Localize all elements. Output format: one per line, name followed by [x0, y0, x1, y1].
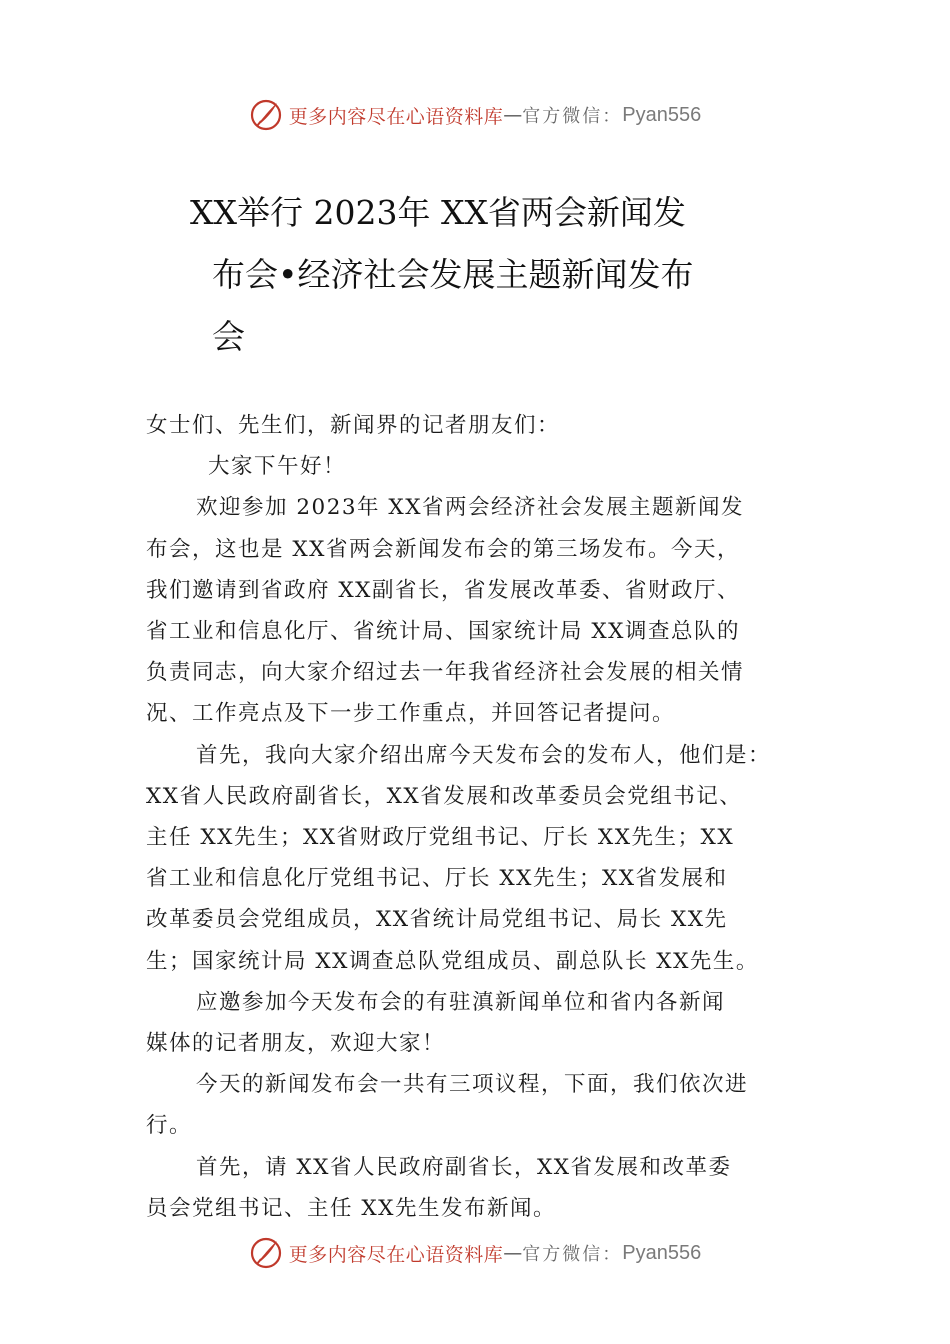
title-line-1: XX举行 2023年 XX省两会新闻发	[190, 193, 686, 232]
paragraph-line: 行。	[146, 1113, 193, 1139]
paragraph-line: 省工业和信息化厅、省统计局、国家统计局 XX调查总队的	[146, 619, 740, 645]
greeting: 大家下午好！	[208, 454, 347, 480]
paragraph-line: 员会党组书记、主任 XX先生发布新闻。	[146, 1195, 556, 1221]
paragraph-line: 我们邀请到省政府 XX副省长，省发展改革委、省财政厅、	[146, 577, 740, 603]
banner-wechat-id: Pyan556	[622, 103, 702, 126]
banner-wechat-id: Pyan556	[622, 1241, 702, 1264]
header-banner	[0, 95, 950, 135]
paragraph-speakers	[146, 735, 816, 982]
paragraph-line: 布会，这也是 XX省两会新闻发布会的第三场发布。今天，	[146, 536, 740, 562]
banner-separator: —	[503, 104, 523, 126]
paragraph-line: 首先，请 XX省人民政府副省长，XX省发展和改革委	[196, 1154, 732, 1180]
paragraph-line: 负责同志，向大家介绍过去一年我省经济社会发展的相关情	[146, 660, 745, 686]
paragraph-line: 应邀参加今天发布会的有驻滇新闻单位和省内各新闻	[196, 989, 726, 1015]
quill-pen-icon	[249, 98, 283, 132]
paragraph-line: 首先，我向大家介绍出席今天发布会的发布人，他们是：	[196, 742, 772, 768]
banner-separator: —	[503, 1242, 523, 1264]
paragraph-line: 主任 XX先生；XX省财政厅党组书记、厅长 XX先生；XX	[146, 825, 735, 851]
banner-wechat-label: 官方微信：	[522, 106, 623, 127]
document-body	[146, 405, 816, 1229]
footer-banner	[0, 1233, 950, 1273]
paragraph-line: 欢迎参加 2023年 XX省两会经济社会发展主题新闻发	[196, 495, 744, 521]
banner-brand-text: 更多内容尽在心语资料库	[288, 105, 504, 128]
paragraph-line: XX省人民政府副省长，XX省发展和改革委员会党组书记、	[146, 783, 743, 809]
banner-brand-text: 更多内容尽在心语资料库	[288, 1243, 504, 1266]
document-title	[190, 182, 750, 368]
quill-pen-icon	[249, 1236, 283, 1270]
paragraph-line: 媒体的记者朋友，欢迎大家！	[146, 1031, 446, 1057]
title-line-3: 会	[212, 317, 245, 356]
paragraph-first-item	[146, 1147, 816, 1229]
salutation: 女士们、先生们，新闻界的记者朋友们：	[146, 413, 561, 438]
banner-wechat-label: 官方微信：	[522, 1244, 623, 1265]
paragraph-line: 省工业和信息化厅党组书记、厅长 XX先生；XX省发展和	[146, 866, 728, 892]
paragraph-welcome-media	[146, 982, 816, 1064]
paragraph-line: 生；国家统计局 XX调查总队党组成员、副总队长 XX先生。	[146, 948, 759, 974]
title-line-2: 布会•经济社会发展主题新闻发布	[212, 255, 694, 294]
paragraph-line: 今天的新闻发布会一共有三项议程，下面，我们依次进	[196, 1072, 749, 1098]
paragraph-line: 改革委员会党组成员，XX省统计局党组书记、局长 XX先	[146, 907, 728, 933]
paragraph-agenda	[146, 1064, 816, 1146]
paragraph-welcome	[146, 487, 816, 734]
paragraph-line: 况、工作亮点及下一步工作重点，并回答记者提问。	[146, 701, 676, 727]
